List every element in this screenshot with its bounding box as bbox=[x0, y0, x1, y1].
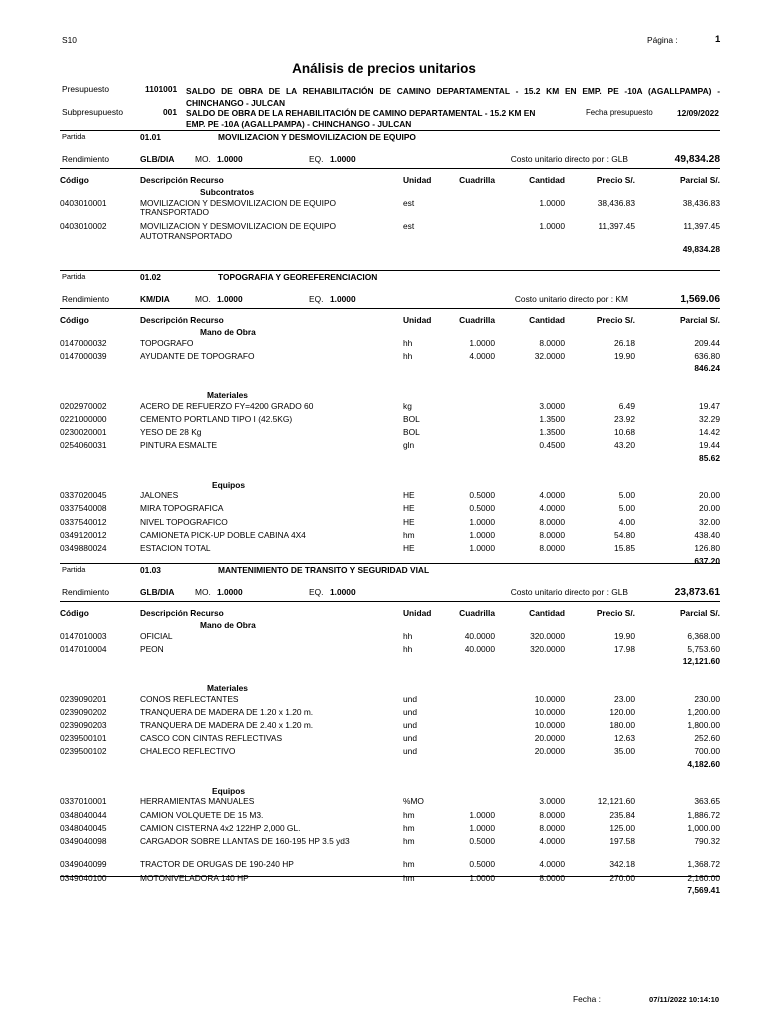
item-description: MOTONIVELADORA 140 HP bbox=[140, 872, 249, 883]
print-date: 07/11/2022 10:14:10 bbox=[649, 995, 720, 1004]
table-row bbox=[0, 415, 768, 428]
item-code: 0403010001 bbox=[60, 197, 107, 208]
item-cantidad: 8.0000 bbox=[539, 822, 565, 833]
partida-code: 01.02 bbox=[140, 272, 161, 282]
item-description: PEON bbox=[140, 643, 164, 654]
table-row bbox=[0, 441, 768, 454]
item-unit: est bbox=[403, 197, 415, 208]
item-cuadrilla: 40.0000 bbox=[464, 630, 495, 641]
item-unit: hm bbox=[403, 822, 415, 833]
table-row bbox=[0, 339, 768, 352]
col-precio: Precio S/. bbox=[596, 315, 635, 325]
partida-name: MANTENIMIENTO DE TRANSITO Y SEGURIDAD VIAL bbox=[218, 565, 430, 575]
item-cantidad: 1.3500 bbox=[539, 413, 565, 424]
item-parcial: 1,800.00 bbox=[687, 720, 720, 730]
item-precio: 125.00 bbox=[609, 822, 635, 833]
item-description: CAMIONETA PICK-UP DOBLE CABINA 4X4 bbox=[140, 529, 306, 540]
costo-unitario-value: 1,569.06 bbox=[680, 294, 720, 305]
col-unidad: Unidad bbox=[403, 175, 432, 185]
item-cantidad: 4.0000 bbox=[539, 503, 565, 514]
item-precio: 270.00 bbox=[609, 872, 635, 883]
table-row bbox=[0, 734, 768, 747]
item-precio: 15.85 bbox=[614, 542, 635, 553]
partida-label: Partida bbox=[62, 565, 86, 574]
item-parcial: 2,160.00 bbox=[687, 872, 720, 883]
item-code: 0337540012 bbox=[60, 516, 107, 527]
partida-name: MOVILIZACION Y DESMOVILIZACION DE EQUIPO bbox=[218, 132, 416, 142]
item-cantidad: 10.0000 bbox=[534, 720, 565, 730]
item-cuadrilla: 1.0000 bbox=[469, 529, 495, 540]
presupuesto-label: Presupuesto bbox=[62, 84, 110, 94]
group-subtotal: 12,121.60 bbox=[682, 656, 720, 667]
item-cuadrilla: 40.0000 bbox=[464, 643, 495, 654]
item-cantidad: 8.0000 bbox=[539, 809, 565, 820]
item-unit: hm bbox=[403, 872, 415, 883]
partida-label: Partida bbox=[62, 132, 86, 141]
item-description: TRANQUERA DE MADERA DE 2.40 x 1.20 m. bbox=[140, 720, 314, 730]
item-unit: hm bbox=[403, 809, 415, 820]
item-precio: 12,121.60 bbox=[597, 796, 635, 807]
fecha-label: Fecha : bbox=[573, 994, 601, 1004]
item-unit: und bbox=[403, 720, 417, 730]
eq-value: 1.0000 bbox=[330, 587, 356, 597]
item-description: ESTACION TOTAL bbox=[140, 542, 211, 553]
partida-label: Partida bbox=[62, 272, 86, 281]
item-description: CHALECO REFLECTIVO bbox=[140, 746, 236, 757]
item-description: CAMION CISTERNA 4x2 122HP 2,000 GL. bbox=[140, 822, 301, 833]
item-unit: hh bbox=[403, 350, 413, 361]
item-parcial: 790.32 bbox=[694, 835, 720, 846]
col-cuadrilla: Cuadrilla bbox=[459, 315, 495, 325]
table-row bbox=[0, 811, 768, 824]
item-cantidad: 1.3500 bbox=[539, 427, 565, 437]
partida-code: 01.03 bbox=[140, 565, 161, 575]
page-label: Página : bbox=[647, 35, 678, 45]
group-title: Materiales bbox=[207, 390, 248, 401]
item-description: MIRA TOPOGRAFICA bbox=[140, 503, 224, 514]
item-cantidad: 320.0000 bbox=[530, 630, 565, 641]
item-cuadrilla: 0.5000 bbox=[469, 859, 495, 870]
item-description: OFICIAL bbox=[140, 630, 173, 641]
item-description: TOPOGRAFO bbox=[140, 337, 194, 348]
item-cuadrilla: 4.0000 bbox=[469, 350, 495, 361]
eq-value: 1.0000 bbox=[330, 294, 356, 304]
item-parcial: 1,200.00 bbox=[687, 706, 720, 717]
item-unit: hm bbox=[403, 859, 415, 870]
item-description: JALONES bbox=[140, 490, 179, 501]
group-title: Materiales bbox=[207, 683, 248, 694]
column-header-row bbox=[0, 176, 768, 189]
eq-label: EQ. bbox=[309, 587, 324, 597]
item-description: AYUDANTE DE TOPOGRAFO bbox=[140, 350, 255, 361]
item-cantidad: 3.0000 bbox=[539, 400, 565, 411]
table-row bbox=[0, 531, 768, 544]
costo-unitario-label: Costo unitario directo por : KM bbox=[514, 294, 628, 304]
item-description: CAMION VOLQUETE DE 15 M3. bbox=[140, 809, 264, 820]
item-precio: 197.58 bbox=[609, 835, 635, 846]
col-precio: Precio S/. bbox=[596, 175, 635, 185]
item-unit: gln bbox=[403, 440, 415, 451]
item-parcial: 5,753.60 bbox=[687, 643, 720, 654]
partida-divider bbox=[60, 563, 720, 564]
item-description: ACERO DE REFUERZO FY=4200 GRADO 60 bbox=[140, 400, 314, 411]
item-cuadrilla: 0.5000 bbox=[469, 835, 495, 846]
partida-divider bbox=[60, 270, 720, 271]
item-parcial: 20.00 bbox=[699, 503, 720, 514]
item-unit: und bbox=[403, 733, 417, 744]
partida-divider bbox=[60, 130, 720, 131]
item-precio: 19.90 bbox=[614, 350, 635, 361]
table-row bbox=[0, 695, 768, 708]
item-code: 0147010004 bbox=[60, 643, 107, 654]
rendimiento-unit: GLB/DIA bbox=[140, 154, 175, 164]
item-unit: BOL bbox=[403, 413, 420, 424]
presupuesto-desc: SALDO DE OBRA DE LA REHABILITACIÓN DE CAMINO DEPARTAMENTAL - 15.2 KM EN EMP. PE -10A (AGALLPAMPA) - CHINCHANGO - JULCAN bbox=[186, 86, 720, 108]
item-parcial: 1,886.72 bbox=[687, 809, 720, 820]
group-title: Mano de Obra bbox=[200, 327, 256, 337]
table-row bbox=[0, 491, 768, 504]
group-subtotal: 4,182.60 bbox=[687, 759, 720, 770]
item-precio: 23.00 bbox=[614, 693, 635, 704]
item-unit: und bbox=[403, 746, 417, 757]
item-unit: und bbox=[403, 706, 417, 717]
col-cuadrilla: Cuadrilla bbox=[459, 175, 495, 185]
item-parcial: 230.00 bbox=[694, 693, 720, 704]
item-precio: 11,397.45 bbox=[598, 221, 635, 231]
item-code: 0147010003 bbox=[60, 630, 107, 641]
item-parcial: 126.80 bbox=[694, 542, 720, 553]
eq-label: EQ. bbox=[309, 154, 324, 164]
col-parcial: Parcial S/. bbox=[679, 608, 720, 618]
item-parcial: 363.65 bbox=[694, 796, 720, 807]
item-description: MOVILIZACION Y DESMOVILIZACION DE EQUIPO AUTOTRANSPORTADO bbox=[140, 221, 337, 241]
fecha-presupuesto-label: Fecha presupuesto bbox=[586, 108, 653, 117]
item-description: CONOS REFLECTANTES bbox=[140, 693, 239, 704]
item-description: TRACTOR DE ORUGAS DE 190-240 HP bbox=[140, 859, 294, 870]
subpresupuesto-label: Subpresupuesto bbox=[62, 107, 123, 117]
item-description: CASCO CON CINTAS REFLECTIVAS bbox=[140, 733, 283, 744]
mo-value: 1.0000 bbox=[217, 587, 243, 597]
item-cuadrilla: 1.0000 bbox=[469, 872, 495, 883]
item-cantidad: 4.0000 bbox=[539, 859, 565, 870]
item-cantidad: 8.0000 bbox=[539, 337, 565, 348]
item-code: 0254060031 bbox=[60, 440, 107, 451]
item-code: 0348040045 bbox=[60, 822, 107, 833]
table-row bbox=[0, 518, 768, 531]
item-precio: 38,436.83 bbox=[597, 197, 635, 208]
item-description: HERRAMIENTAS MANUALES bbox=[140, 796, 255, 807]
item-precio: 35.00 bbox=[614, 746, 635, 757]
header-divider bbox=[60, 168, 720, 169]
page-number: 1 bbox=[715, 34, 721, 45]
col-unidad: Unidad bbox=[403, 315, 432, 325]
item-unit: BOL bbox=[403, 427, 420, 437]
item-cantidad: 20.0000 bbox=[534, 733, 565, 744]
item-code: 0239090201 bbox=[60, 693, 107, 704]
item-precio: 19.90 bbox=[614, 630, 635, 641]
item-cantidad: 320.0000 bbox=[530, 643, 565, 654]
table-row bbox=[0, 632, 768, 645]
item-unit: hm bbox=[403, 529, 415, 540]
presupuesto-code: 1101001 bbox=[145, 84, 178, 94]
item-precio: 180.00 bbox=[609, 720, 635, 730]
item-code: 0239090203 bbox=[60, 720, 107, 730]
item-parcial: 438.40 bbox=[694, 529, 720, 540]
item-cantidad: 8.0000 bbox=[539, 516, 565, 527]
item-unit: HE bbox=[403, 490, 415, 501]
fecha-presupuesto: 12/09/2022 bbox=[677, 108, 719, 118]
item-precio: 12.63 bbox=[614, 733, 635, 744]
col-unidad: Unidad bbox=[403, 608, 432, 618]
item-cuadrilla: 1.0000 bbox=[469, 516, 495, 527]
item-precio: 10.68 bbox=[614, 427, 635, 437]
partida-name: TOPOGRAFIA Y GEOREFERENCIACION bbox=[218, 272, 378, 282]
partida-code: 01.01 bbox=[140, 132, 161, 142]
rendimiento-unit: GLB/DIA bbox=[140, 587, 175, 597]
header-divider bbox=[60, 308, 720, 309]
table-row bbox=[0, 504, 768, 517]
item-cuadrilla: 1.0000 bbox=[469, 809, 495, 820]
item-precio: 23.92 bbox=[614, 413, 635, 424]
costo-unitario-value: 23,873.61 bbox=[674, 587, 720, 598]
item-cantidad: 10.0000 bbox=[534, 706, 565, 717]
group-title: Equipos bbox=[212, 785, 246, 796]
table-row bbox=[0, 221, 768, 241]
item-unit: hh bbox=[403, 630, 413, 641]
item-description: NIVEL TOPOGRAFICO bbox=[140, 516, 228, 527]
item-cuadrilla: 0.5000 bbox=[469, 503, 495, 514]
item-precio: 4.00 bbox=[618, 516, 635, 527]
item-parcial: 20.00 bbox=[699, 490, 720, 501]
item-parcial: 636.80 bbox=[694, 350, 720, 361]
item-cantidad: 8.0000 bbox=[539, 529, 565, 540]
item-code: 0349120012 bbox=[60, 529, 107, 540]
item-cantidad: 4.0000 bbox=[539, 490, 565, 501]
table-row bbox=[0, 824, 768, 837]
eq-label: EQ. bbox=[309, 294, 324, 304]
item-parcial: 209.44 bbox=[694, 337, 720, 348]
item-code: 0337020045 bbox=[60, 490, 107, 501]
item-precio: 26.18 bbox=[614, 337, 635, 348]
group-title: Equipos bbox=[212, 479, 246, 490]
item-unit: HE bbox=[403, 516, 415, 527]
column-header-row bbox=[0, 609, 768, 622]
item-cuadrilla: 1.0000 bbox=[469, 822, 495, 833]
table-row bbox=[0, 352, 768, 365]
item-code: 0202970002 bbox=[60, 400, 107, 411]
table-row bbox=[0, 721, 768, 734]
item-precio: 5.00 bbox=[618, 490, 635, 501]
group-subtotal: 49,834.28 bbox=[682, 244, 720, 254]
eq-value: 1.0000 bbox=[330, 154, 356, 164]
item-parcial: 11,397.45 bbox=[683, 221, 720, 231]
item-code: 0349040099 bbox=[60, 859, 107, 870]
col-cantidad: Cantidad bbox=[529, 315, 565, 325]
costo-unitario-label: Costo unitario directo por : GLB bbox=[510, 587, 628, 597]
header-divider bbox=[60, 601, 720, 602]
item-precio: 54.80 bbox=[614, 529, 635, 540]
mo-label: MO. bbox=[195, 294, 211, 304]
item-unit: HE bbox=[403, 542, 415, 553]
item-parcial: 32.00 bbox=[699, 516, 720, 527]
rendimiento-label: Rendimiento bbox=[62, 154, 110, 164]
item-precio: 120.00 bbox=[609, 706, 635, 717]
item-precio: 342.18 bbox=[609, 859, 635, 870]
item-unit: HE bbox=[403, 503, 415, 514]
item-parcial: 32.29 bbox=[699, 413, 720, 424]
col-cuadrilla: Cuadrilla bbox=[459, 608, 495, 618]
item-cantidad: 8.0000 bbox=[539, 872, 565, 883]
col-codigo: Código bbox=[60, 175, 89, 185]
table-row bbox=[0, 402, 768, 415]
item-precio: 43.20 bbox=[614, 440, 635, 451]
item-unit: hh bbox=[403, 337, 413, 348]
item-unit: kg bbox=[403, 400, 412, 411]
item-description: MOVILIZACION Y DESMOVILIZACION DE EQUIPO TRANSPORTADO bbox=[140, 197, 337, 218]
col-codigo: Código bbox=[60, 608, 89, 618]
table-row bbox=[0, 747, 768, 760]
rendimiento-label: Rendimiento bbox=[62, 587, 110, 597]
table-row bbox=[0, 544, 768, 557]
table-row bbox=[0, 797, 768, 810]
item-code: 0349040100 bbox=[60, 872, 107, 883]
table-row bbox=[0, 860, 768, 873]
item-description: PINTURA ESMALTE bbox=[140, 440, 218, 451]
item-code: 0349880024 bbox=[60, 542, 107, 553]
item-code: 0230020001 bbox=[60, 427, 107, 437]
item-precio: 17.98 bbox=[614, 643, 635, 654]
item-precio: 5.00 bbox=[618, 503, 635, 514]
item-code: 0349040098 bbox=[60, 835, 107, 846]
col-precio: Precio S/. bbox=[596, 608, 635, 618]
item-code: 0337010001 bbox=[60, 796, 107, 807]
item-description: CEMENTO PORTLAND TIPO I (42.5KG) bbox=[140, 413, 293, 424]
item-parcial: 38,436.83 bbox=[682, 197, 720, 208]
subpresupuesto-desc: SALDO DE OBRA DE LA REHABILITACIÓN DE CAMINO DEPARTAMENTAL - 15.2 KM EN EMP. PE -10A (AGALLPAMPA) - CHINCHANGO - JULCAN bbox=[186, 108, 536, 129]
table-row bbox=[0, 645, 768, 658]
table-row bbox=[0, 428, 768, 441]
item-unit: est bbox=[403, 221, 415, 231]
item-description: CARGADOR SOBRE LLANTAS DE 160-195 HP 3.5 yd3 bbox=[140, 835, 350, 846]
mo-value: 1.0000 bbox=[217, 154, 243, 164]
mo-value: 1.0000 bbox=[217, 294, 243, 304]
item-cantidad: 0.4500 bbox=[539, 440, 565, 451]
item-description: TRANQUERA DE MADERA DE 1.20 x 1.20 m. bbox=[140, 706, 314, 717]
page-title: Análisis de precios unitarios bbox=[292, 61, 476, 76]
item-cantidad: 3.0000 bbox=[539, 796, 565, 807]
item-precio: 6.49 bbox=[618, 400, 635, 411]
item-parcial: 14.42 bbox=[699, 427, 720, 437]
col-descripcion: Descripción Recurso bbox=[140, 175, 224, 185]
item-cuadrilla: 1.0000 bbox=[469, 542, 495, 553]
mo-label: MO. bbox=[195, 587, 211, 597]
col-descripcion: Descripción Recurso bbox=[140, 608, 224, 618]
item-code: 0147000039 bbox=[60, 350, 107, 361]
costo-unitario-value: 49,834.28 bbox=[674, 154, 720, 165]
item-precio: 235.84 bbox=[609, 809, 635, 820]
mo-label: MO. bbox=[195, 154, 211, 164]
item-cantidad: 4.0000 bbox=[539, 835, 565, 846]
item-code: 0147000032 bbox=[60, 337, 107, 348]
item-cantidad: 8.0000 bbox=[539, 542, 565, 553]
item-parcial: 700.00 bbox=[694, 746, 720, 757]
item-unit: und bbox=[403, 693, 417, 704]
item-cantidad: 32.0000 bbox=[534, 350, 565, 361]
item-parcial: 19.47 bbox=[699, 400, 720, 411]
costo-unitario-label: Costo unitario directo por : GLB bbox=[510, 154, 628, 164]
item-cantidad: 10.0000 bbox=[534, 693, 565, 704]
rendimiento-label: Rendimiento bbox=[62, 294, 110, 304]
item-description: YESO DE 28 Kg bbox=[140, 427, 202, 437]
table-bottom-divider bbox=[60, 876, 720, 877]
item-code: 0221000000 bbox=[60, 413, 107, 424]
group-title: Subcontratos bbox=[200, 187, 254, 197]
group-subtotal: 846.24 bbox=[694, 363, 720, 374]
item-code: 0239500102 bbox=[60, 746, 107, 757]
item-cuadrilla: 0.5000 bbox=[469, 490, 495, 501]
table-row bbox=[0, 197, 768, 218]
group-subtotal: 637.20 bbox=[694, 555, 720, 566]
item-parcial: 1,368.72 bbox=[687, 859, 720, 870]
item-unit: hh bbox=[403, 643, 413, 654]
item-parcial: 19.44 bbox=[699, 440, 720, 451]
group-title: Mano de Obra bbox=[200, 620, 256, 630]
column-header-row bbox=[0, 316, 768, 329]
item-cantidad: 1.0000 bbox=[539, 197, 565, 208]
subpresupuesto-code: 001 bbox=[163, 107, 177, 117]
item-code: 0403010002 bbox=[60, 221, 107, 231]
s10-label: S10 bbox=[62, 35, 77, 45]
item-code: 0348040044 bbox=[60, 809, 107, 820]
col-codigo: Código bbox=[60, 315, 89, 325]
col-cantidad: Cantidad bbox=[529, 608, 565, 618]
col-cantidad: Cantidad bbox=[529, 175, 565, 185]
item-code: 0239090202 bbox=[60, 706, 107, 717]
item-parcial: 252.60 bbox=[694, 733, 720, 744]
col-parcial: Parcial S/. bbox=[679, 315, 720, 325]
table-row bbox=[0, 708, 768, 721]
col-descripcion: Descripción Recurso bbox=[140, 315, 224, 325]
item-cuadrilla: 1.0000 bbox=[469, 337, 495, 348]
item-code: 0239500101 bbox=[60, 733, 107, 744]
item-parcial: 6,368.00 bbox=[687, 630, 720, 641]
group-subtotal: 85.62 bbox=[699, 452, 720, 463]
col-parcial: Parcial S/. bbox=[679, 175, 720, 185]
group-subtotal: 7,569.41 bbox=[687, 885, 720, 896]
rendimiento-unit: KM/DIA bbox=[140, 294, 170, 304]
item-cantidad: 1.0000 bbox=[539, 221, 565, 231]
item-unit: %MO bbox=[403, 796, 424, 807]
table-row bbox=[0, 837, 768, 850]
item-unit: hm bbox=[403, 835, 415, 846]
item-parcial: 1,000.00 bbox=[687, 822, 720, 833]
item-cantidad: 20.0000 bbox=[534, 746, 565, 757]
item-code: 0337540008 bbox=[60, 503, 107, 514]
